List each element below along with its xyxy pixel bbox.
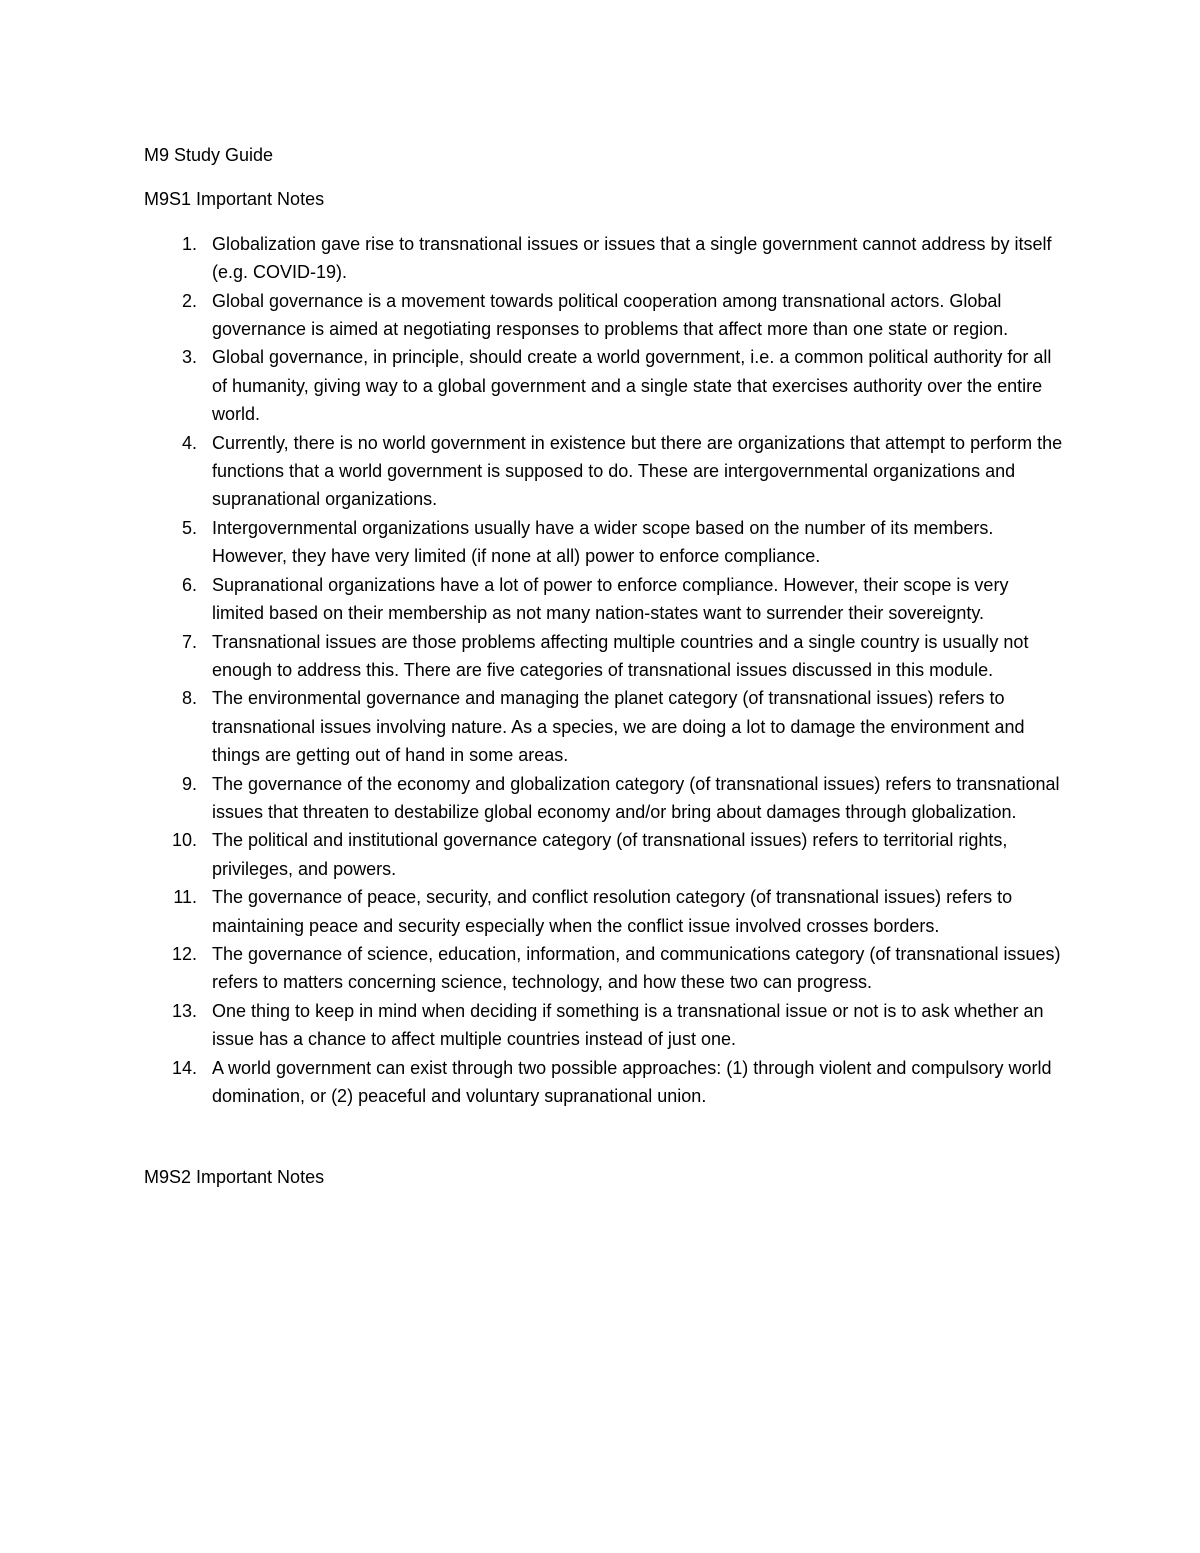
list-item bbox=[144, 514, 1064, 571]
list-item bbox=[144, 230, 1064, 287]
list-item-text: Intergovernmental organizations usually have a wider scope based on the number of its members. However, they have very limited (if none at all) power to enforce compliance. bbox=[212, 517, 994, 567]
list-item bbox=[144, 684, 1064, 769]
list-item bbox=[144, 429, 1064, 514]
list-item bbox=[144, 571, 1064, 628]
list-item-number: 12. bbox=[171, 943, 197, 964]
list-item-number: 14. bbox=[171, 1057, 197, 1078]
list-item-text: Global governance is a movement towards political cooperation among transnational actors. Global governance is aimed at negotiating responses to problems that affect more than one state or region. bbox=[212, 290, 1009, 340]
section-m9s2 bbox=[144, 1163, 1064, 1191]
list-item bbox=[144, 883, 1064, 940]
list-item-number: 3. bbox=[181, 347, 197, 368]
list-item-number: 9. bbox=[181, 773, 197, 794]
list-item-text: The governance of the economy and globalization category (of transnational issues) refers to transnational issues that threaten to destabilize global economy and/or bring about damages through globalization. bbox=[212, 773, 1060, 822]
list-item-text: A world government can exist through two possible approaches: (1) through violent and compulsory world domination, or (2) peaceful and voluntary supranational union. bbox=[212, 1057, 1052, 1106]
list-item-text: The governance of science, education, information, and communications category (of transnational issues) refers to matters concerning science, technology, and how these two can progress. bbox=[212, 943, 1061, 993]
list-item bbox=[144, 1054, 1064, 1111]
list-item bbox=[144, 997, 1064, 1054]
list-item-number: 7. bbox=[181, 631, 197, 652]
list-item bbox=[144, 628, 1064, 685]
list-item-number: 6. bbox=[181, 574, 197, 595]
list-item-number: 11. bbox=[173, 887, 197, 908]
list-item-number: 1. bbox=[181, 233, 197, 254]
list-item-number: 8. bbox=[181, 688, 197, 709]
list-item-number: 4. bbox=[181, 432, 197, 453]
document-body bbox=[144, 141, 1064, 1208]
list-item-number: 5. bbox=[181, 517, 197, 538]
list-item-number: 13. bbox=[171, 1000, 197, 1021]
list-item bbox=[144, 343, 1064, 428]
list-item-number: 2. bbox=[181, 290, 197, 311]
list-item bbox=[144, 287, 1064, 344]
list-item-text: One thing to keep in mind when deciding if something is a transnational issue or not is to ask whether an issue has a chance to affect multiple countries instead of just one. bbox=[212, 1000, 1044, 1050]
notes-list bbox=[144, 230, 1064, 1111]
list-item-text: Global governance, in principle, should create a world government, i.e. a common political authority for all of humanity, giving way to a global government and a single state that exercises authority over the entire world. bbox=[212, 347, 1052, 425]
list-item-text: The environmental governance and managing the planet category (of transnational issues) refers to transnational issues involving nature. As a species, we are doing a lot to damage the environment and things are getting out of hand in some areas. bbox=[212, 688, 1025, 766]
document-title: M9 Study Guide bbox=[144, 145, 274, 165]
list-item-text: Globalization gave rise to transnational issues or issues that a single government cannot address by itself (e.g. COVID-19). bbox=[212, 233, 1052, 283]
list-item-text: The governance of peace, security, and conflict resolution category (of transnational issues) refers to maintaining peace and security especially when the conflict issue involved crosses borders. bbox=[212, 887, 1013, 936]
list-item-text: The political and institutional governance category (of transnational issues) refers to territorial rights, privileges, and powers. bbox=[212, 830, 1008, 879]
list-item bbox=[144, 940, 1064, 997]
list-item bbox=[144, 770, 1064, 827]
list-item-number: 10. bbox=[171, 830, 197, 851]
list-item-text: Transnational issues are those problems affecting multiple countries and a single country is usually not enough to address this. There are five categories of transnational issues discussed in this module. bbox=[212, 631, 1029, 680]
section-heading: M9S1 Important Notes bbox=[144, 189, 325, 210]
list-item-text: Supranational organizations have a lot of power to enforce compliance. However, their scope is very limited based on their membership as not many nation-states want to surrender their sovereignty. bbox=[212, 574, 1009, 624]
section-heading: M9S2 Important Notes bbox=[144, 1167, 325, 1188]
list-item bbox=[144, 826, 1064, 883]
list-item-text: Currently, there is no world government in existence but there are organizations that attempt to perform the functions that a world government is supposed to do. These are intergovernmental organizations and supranational organizations. bbox=[212, 432, 1063, 510]
section-m9s1 bbox=[144, 185, 1064, 1110]
